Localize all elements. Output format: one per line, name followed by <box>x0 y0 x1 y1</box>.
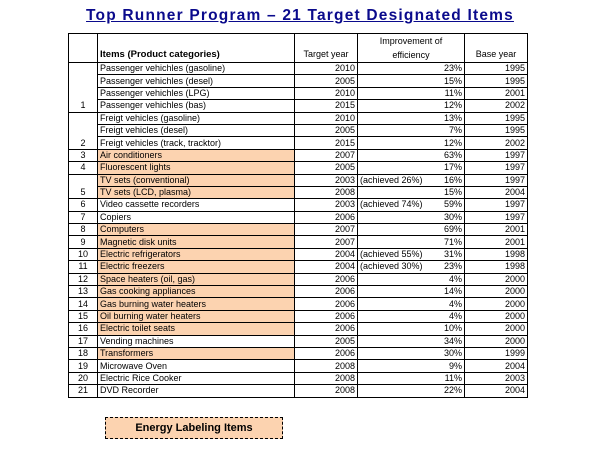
table-row <box>69 211 528 223</box>
achieved-note: (achieved 74%) <box>358 199 412 211</box>
achieved-note <box>358 224 412 236</box>
target-year: 2006 <box>295 273 358 285</box>
row-number: 13 <box>69 286 98 298</box>
achieved-note: (achieved 55%) <box>358 248 412 260</box>
base-year: 1995 <box>465 63 528 75</box>
base-year: 2000 <box>465 310 528 322</box>
achieved-note <box>358 186 412 198</box>
target-year: 2010 <box>295 112 358 124</box>
table-row <box>69 186 528 198</box>
base-year: 1998 <box>465 248 528 260</box>
target-year: 2006 <box>295 211 358 223</box>
page-title: Top Runner Program – 21 Target Designated Items <box>86 7 514 24</box>
achieved-note <box>358 360 412 372</box>
target-year: 2005 <box>295 335 358 347</box>
item-name: Oil burning water heaters <box>98 310 295 322</box>
achieved-note <box>358 372 412 384</box>
table-row <box>69 323 528 335</box>
target-year: 2015 <box>295 100 358 112</box>
achieved-note <box>358 149 412 161</box>
item-name: Freigt vehicles (gasoline) <box>98 112 295 124</box>
table-row <box>69 137 528 149</box>
item-name: DVD Recorder <box>98 385 295 397</box>
base-year: 1995 <box>465 112 528 124</box>
efficiency-improvement: 13% <box>411 112 465 124</box>
achieved-note <box>358 323 412 335</box>
base-year: 1997 <box>465 162 528 174</box>
achieved-note <box>358 112 412 124</box>
row-number: 1 <box>69 100 98 112</box>
achieved-note: (achieved 30%) <box>358 261 412 273</box>
achieved-note <box>358 162 412 174</box>
target-year: 2005 <box>295 75 358 87</box>
item-name: Passenger vehichles (bas) <box>98 100 295 112</box>
table-row <box>69 87 528 99</box>
header-improvement: Improvement of <box>358 34 465 49</box>
table-row <box>69 347 528 359</box>
table-row <box>69 75 528 87</box>
efficiency-improvement: 34% <box>411 335 465 347</box>
table-row <box>69 261 528 273</box>
target-year: 2004 <box>295 261 358 273</box>
table-row <box>69 385 528 397</box>
target-year: 2003 <box>295 174 358 186</box>
achieved-note <box>358 124 412 136</box>
row-number <box>69 124 98 136</box>
target-year: 2008 <box>295 360 358 372</box>
efficiency-improvement: 59% <box>411 199 465 211</box>
base-year: 2002 <box>465 100 528 112</box>
target-year: 2006 <box>295 298 358 310</box>
target-year: 2006 <box>295 310 358 322</box>
row-number <box>69 87 98 99</box>
base-year: 1997 <box>465 174 528 186</box>
efficiency-improvement: 12% <box>411 137 465 149</box>
row-number: 4 <box>69 162 98 174</box>
efficiency-improvement: 63% <box>411 149 465 161</box>
efficiency-improvement: 12% <box>411 100 465 112</box>
item-name: Electric Rice Cooker <box>98 372 295 384</box>
efficiency-improvement: 22% <box>411 385 465 397</box>
row-number <box>69 174 98 186</box>
table-row <box>69 174 528 186</box>
target-year: 2015 <box>295 137 358 149</box>
item-name: Electric toilet seats <box>98 323 295 335</box>
efficiency-improvement: 9% <box>411 360 465 372</box>
table-row <box>69 310 528 322</box>
item-name: Passenger vehichles (gasoline) <box>98 63 295 75</box>
base-year: 2000 <box>465 286 528 298</box>
item-name: Copiers <box>98 211 295 223</box>
item-name: Transformers <box>98 347 295 359</box>
row-number: 17 <box>69 335 98 347</box>
table-body <box>69 63 528 398</box>
base-year: 1997 <box>465 199 528 211</box>
table-row <box>69 100 528 112</box>
efficiency-improvement: 4% <box>411 273 465 285</box>
row-number <box>69 63 98 75</box>
table-row <box>69 124 528 136</box>
efficiency-improvement: 31% <box>411 248 465 260</box>
table-row <box>69 372 528 384</box>
table-row <box>69 199 528 211</box>
item-name: Video cassette recorders <box>98 199 295 211</box>
target-year: 2007 <box>295 236 358 248</box>
target-year: 2010 <box>295 63 358 75</box>
target-year: 2010 <box>295 87 358 99</box>
target-year: 2008 <box>295 186 358 198</box>
base-year: 2000 <box>465 335 528 347</box>
achieved-note <box>358 298 412 310</box>
achieved-note <box>358 335 412 347</box>
row-number: 19 <box>69 360 98 372</box>
achieved-note <box>358 236 412 248</box>
efficiency-improvement: 71% <box>411 236 465 248</box>
efficiency-improvement: 7% <box>411 124 465 136</box>
item-name: Computers <box>98 224 295 236</box>
row-number: 6 <box>69 199 98 211</box>
achieved-note <box>358 211 412 223</box>
efficiency-improvement: 14% <box>411 286 465 298</box>
table-row <box>69 162 528 174</box>
item-name: TV sets (LCD, plasma) <box>98 186 295 198</box>
target-year: 2007 <box>295 149 358 161</box>
row-number: 10 <box>69 248 98 260</box>
achieved-note: (achieved 26%) <box>358 174 412 186</box>
achieved-note <box>358 286 412 298</box>
base-year: 1998 <box>465 261 528 273</box>
base-year: 1997 <box>465 149 528 161</box>
table-row <box>69 236 528 248</box>
table-row <box>69 298 528 310</box>
header-efficiency: efficiency <box>358 48 465 63</box>
efficiency-improvement: 11% <box>411 87 465 99</box>
header-target-year: Target year <box>295 34 358 63</box>
row-number: 20 <box>69 372 98 384</box>
efficiency-improvement: 30% <box>411 347 465 359</box>
efficiency-improvement: 23% <box>411 63 465 75</box>
achieved-note <box>358 273 412 285</box>
row-number: 15 <box>69 310 98 322</box>
item-name: Electric freezers <box>98 261 295 273</box>
achieved-note <box>358 137 412 149</box>
base-year: 2002 <box>465 137 528 149</box>
item-name: Gas cooking appliances <box>98 286 295 298</box>
row-number: 18 <box>69 347 98 359</box>
efficiency-improvement: 4% <box>411 310 465 322</box>
item-name: Vending machines <box>98 335 295 347</box>
base-year: 1995 <box>465 124 528 136</box>
achieved-note <box>358 385 412 397</box>
row-number: 14 <box>69 298 98 310</box>
item-name: Fluorescent lights <box>98 162 295 174</box>
target-year: 2006 <box>295 323 358 335</box>
item-name: Space heaters (oil, gas) <box>98 273 295 285</box>
item-name: Air conditioners <box>98 149 295 161</box>
target-year: 2007 <box>295 224 358 236</box>
target-year: 2008 <box>295 372 358 384</box>
target-year: 2003 <box>295 199 358 211</box>
efficiency-improvement: 15% <box>411 186 465 198</box>
table-row <box>69 112 528 124</box>
base-year: 2001 <box>465 224 528 236</box>
base-year: 2003 <box>465 372 528 384</box>
efficiency-improvement: 69% <box>411 224 465 236</box>
base-year: 2000 <box>465 323 528 335</box>
energy-labeling-legend: Energy Labeling Items <box>105 417 283 439</box>
achieved-note <box>358 75 412 87</box>
header-base-year: Base year <box>465 34 528 63</box>
item-name: Magnetic disk units <box>98 236 295 248</box>
header-items: Items (Product categories) <box>98 34 295 63</box>
efficiency-improvement: 4% <box>411 298 465 310</box>
row-number <box>69 112 98 124</box>
efficiency-improvement: 10% <box>411 323 465 335</box>
base-year: 1999 <box>465 347 528 359</box>
table-row <box>69 273 528 285</box>
row-number: 8 <box>69 224 98 236</box>
item-name: Freigt vehicles (desel) <box>98 124 295 136</box>
table-row <box>69 286 528 298</box>
row-number: 7 <box>69 211 98 223</box>
achieved-note <box>358 310 412 322</box>
item-name: Passenger vehichles (desel) <box>98 75 295 87</box>
efficiency-improvement: 15% <box>411 75 465 87</box>
target-items-table <box>68 33 528 398</box>
achieved-note <box>358 100 412 112</box>
item-name: TV sets (conventional) <box>98 174 295 186</box>
item-name: Freigt vehicles (track, tracktor) <box>98 137 295 149</box>
target-year: 2005 <box>295 124 358 136</box>
achieved-note <box>358 87 412 99</box>
row-number: 16 <box>69 323 98 335</box>
row-number: 12 <box>69 273 98 285</box>
efficiency-improvement: 17% <box>411 162 465 174</box>
base-year: 2004 <box>465 186 528 198</box>
base-year: 2000 <box>465 273 528 285</box>
base-year: 2000 <box>465 298 528 310</box>
base-year: 2001 <box>465 87 528 99</box>
table-row <box>69 335 528 347</box>
efficiency-improvement: 30% <box>411 211 465 223</box>
base-year: 1997 <box>465 211 528 223</box>
item-name: Microwave Oven <box>98 360 295 372</box>
header-number <box>69 34 98 63</box>
target-year: 2005 <box>295 162 358 174</box>
base-year: 2001 <box>465 236 528 248</box>
table-row <box>69 224 528 236</box>
target-year: 2004 <box>295 248 358 260</box>
efficiency-improvement: 16% <box>411 174 465 186</box>
table-row <box>69 63 528 75</box>
item-name: Electric refrigerators <box>98 248 295 260</box>
efficiency-improvement: 23% <box>411 261 465 273</box>
row-number: 5 <box>69 186 98 198</box>
base-year: 2004 <box>465 385 528 397</box>
achieved-note <box>358 63 412 75</box>
row-number: 3 <box>69 149 98 161</box>
base-year: 1995 <box>465 75 528 87</box>
header-row-1 <box>69 34 528 49</box>
row-number: 2 <box>69 137 98 149</box>
target-year: 2008 <box>295 385 358 397</box>
row-number: 11 <box>69 261 98 273</box>
efficiency-improvement: 11% <box>411 372 465 384</box>
row-number <box>69 75 98 87</box>
achieved-note <box>358 347 412 359</box>
target-year: 2006 <box>295 347 358 359</box>
base-year: 2004 <box>465 360 528 372</box>
row-number: 21 <box>69 385 98 397</box>
item-name: Gas burning water heaters <box>98 298 295 310</box>
target-year: 2006 <box>295 286 358 298</box>
item-name: Passenger vehichles (LPG) <box>98 87 295 99</box>
table-row <box>69 149 528 161</box>
table-row <box>69 360 528 372</box>
row-number: 9 <box>69 236 98 248</box>
table-row <box>69 248 528 260</box>
